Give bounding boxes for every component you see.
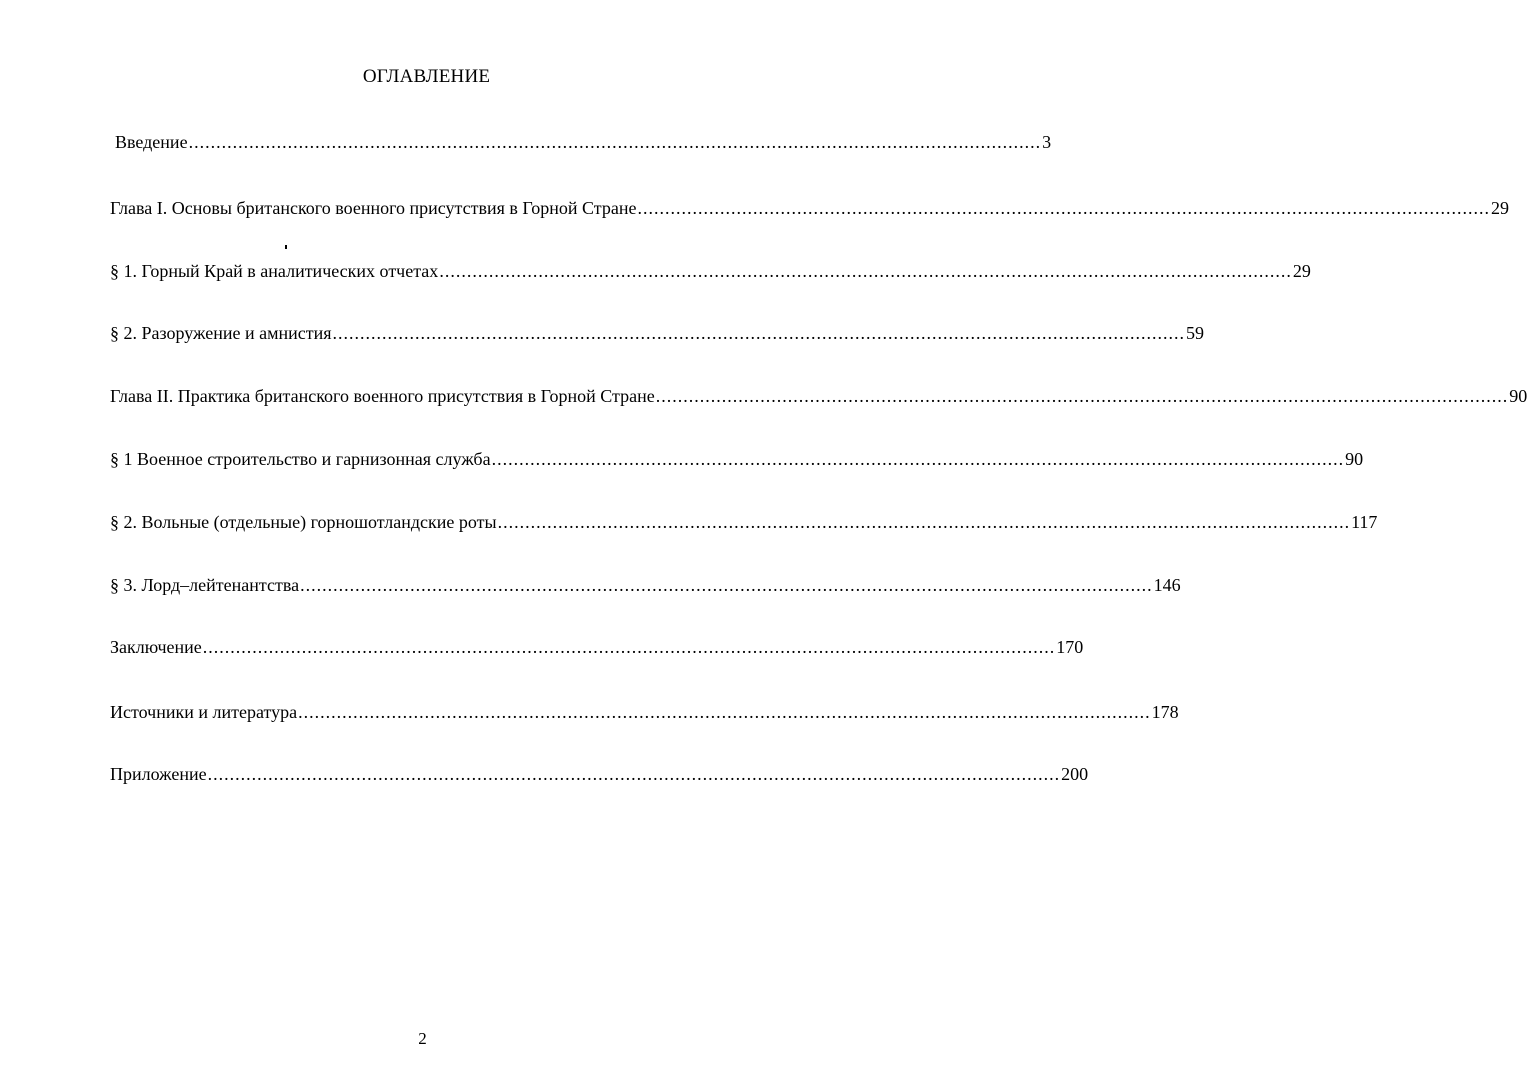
toc-dot-leader: ........................................................................................................................................................... [637,198,1490,218]
page-number: 2 [418,1029,427,1048]
toc-entry-page: 29 [1490,198,1509,218]
toc-entry-page: 90 [1509,386,1527,406]
toc-entry-title: § 1 Военное строительство и гарнизонная служба [110,449,491,469]
toc-entry-title: § 2. Разоружение и амнистия [110,323,332,343]
toc-entry-title: Источники и литература [110,702,298,722]
toc-entry-section-2-2 [110,511,1378,533]
toc-entry-introduction [115,131,1052,153]
toc-entry-title: § 1. Горный Край в аналитических отчетах [110,261,439,281]
page-title: ОГЛАВЛЕНИЕ [362,66,491,87]
toc-dot-leader: ........................................................................................................................................................... [298,702,1151,722]
toc-entry-page: 200 [1061,764,1089,784]
toc-entry-section-2-3 [110,574,1181,596]
toc-entry-chapter-1 [110,197,1509,219]
toc-entry-chapter-2 [110,385,1527,407]
toc-dot-leader: ........................................................................................................................................................... [332,323,1186,343]
toc-entry-page: 146 [1153,575,1181,595]
toc-dot-leader: ........................................................................................................................................................... [655,386,1509,406]
toc-entry-conclusion [110,636,1084,658]
toc-entry-title: Введение [115,132,188,152]
toc-entry-title: § 3. Лорд–лейтенантства [110,575,300,595]
toc-entry-appendix [110,763,1089,785]
toc-entry-section-1-1 [110,260,1311,282]
toc-entry-title: Глава II. Практика британского военного присутствия в Горной Стране [110,386,655,406]
toc-dot-leader: ........................................................................................................................................................... [188,132,1042,152]
toc-dot-leader: ........................................................................................................................................................... [300,575,1153,595]
toc-dot-leader: ........................................................................................................................................................... [497,512,1351,532]
toc-dot-leader: ........................................................................................................................................................... [439,261,1292,281]
toc-entry-page: 90 [1345,449,1364,469]
toc-entry-title: Глава I. Основы британского военного присутствия в Горной Стране [110,198,637,218]
toc-entry-section-2-1 [110,448,1364,470]
toc-entry-page: 178 [1151,702,1179,722]
toc-entry-sources [110,701,1179,723]
toc-entry-page: 29 [1292,261,1311,281]
toc-entry-section-1-2 [110,322,1205,344]
toc-dot-leader: ........................................................................................................................................................... [202,637,1056,657]
toc-dot-leader: ........................................................................................................................................................... [491,449,1345,469]
toc-entry-page: 117 [1351,512,1378,532]
toc-entry-page: 3 [1042,132,1052,152]
toc-entry-title: § 2. Вольные (отдельные) горношотландские роты [110,512,497,532]
toc-entry-page: 170 [1056,637,1084,657]
toc-entry-page: 59 [1186,323,1205,343]
toc-entry-title: Заключение [110,637,202,657]
toc-entry-title: Приложение [110,764,207,784]
scan-speck [285,245,287,249]
toc-dot-leader: ........................................................................................................................................................... [207,764,1061,784]
